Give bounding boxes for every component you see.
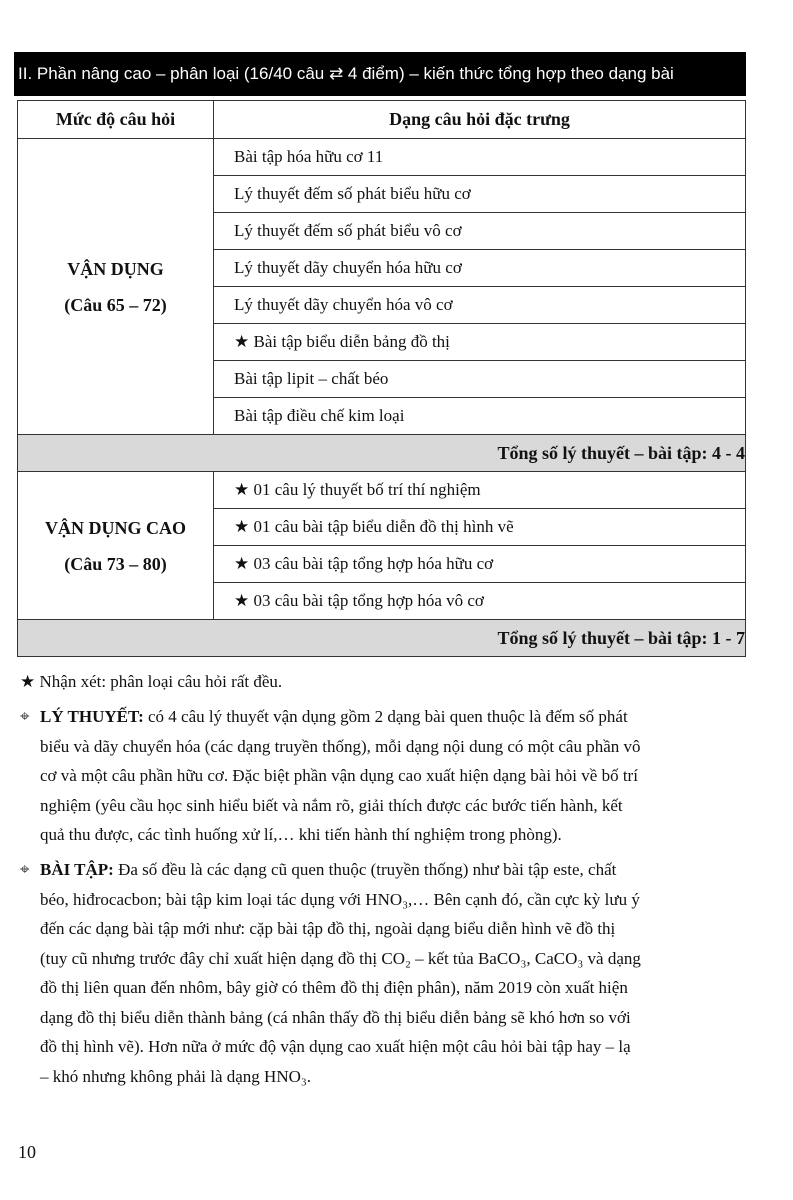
question-type: Bài tập lipit – chất béo bbox=[214, 361, 746, 398]
total-row bbox=[18, 435, 746, 472]
question-type: ★ 03 câu bài tập tổng hợp hóa vô cơ bbox=[214, 583, 746, 620]
level-name: VẬN DỤNG bbox=[67, 258, 164, 279]
text-line: Đa số đều là các dạng cũ quen thuộc (truyền thống) như bài tập este, chất bbox=[113, 860, 617, 879]
column-header-level: Mức độ câu hỏi bbox=[18, 101, 214, 139]
question-type: Lý thuyết đếm số phát biểu hữu cơ bbox=[214, 176, 746, 213]
question-type: Lý thuyết dãy chuyển hóa hữu cơ bbox=[214, 250, 746, 287]
level-cell-van-dung-cao bbox=[18, 472, 214, 620]
total-row bbox=[18, 620, 746, 657]
exercise-paragraph bbox=[20, 855, 750, 1091]
question-classification-table bbox=[17, 100, 746, 657]
level-range: (Câu 73 – 80) bbox=[64, 553, 167, 574]
question-type: ★ Bài tập biểu diễn bảng đồ thị bbox=[214, 324, 746, 361]
question-type: Lý thuyết dãy chuyển hóa vô cơ bbox=[214, 287, 746, 324]
text-line: cơ và một câu phần hữu cơ. Đặc biệt phần vận dụng cao xuất hiện dạng bài hỏi về bố trí bbox=[40, 766, 638, 785]
text-line: béo, hiđrocacbon; bài tập kim loại tác dụng với HNO₃,… Bên cạnh đó, cần cực kỳ lưu ý bbox=[40, 889, 640, 909]
column-header-type: Dạng câu hỏi đặc trưng bbox=[214, 101, 746, 139]
total-label: Tổng số lý thuyết – bài tập: 1 - 7 bbox=[18, 620, 746, 657]
text-line: biểu và dãy chuyển hóa (các dạng truyền thống), mỗi dạng nội dung có một câu phần vô bbox=[40, 736, 641, 756]
question-type: Lý thuyết đếm số phát biểu vô cơ bbox=[214, 213, 746, 250]
section-header: II. Phần nâng cao – phân loại (16/40 câu ⇄ 4 điểm) – kiến thức tổng hợp theo dạng bài bbox=[14, 52, 746, 96]
bullet-icon: ⌖ bbox=[20, 707, 30, 726]
text-line: đồ thị hình vẽ). Hơn nữa ở mức độ vận dụng cao xuất hiện một câu hỏi bài tập hay – lạ bbox=[40, 1037, 631, 1056]
level-name: VẬN DỤNG CAO bbox=[45, 517, 186, 538]
question-type: ★ 03 câu bài tập tổng hợp hóa hữu cơ bbox=[214, 546, 746, 583]
table-row bbox=[18, 472, 746, 509]
text-line: dạng đồ thị biểu diễn thành bảng (cá nhân thấy đồ thị biểu diễn bảng sẽ khó hơn so với bbox=[40, 1007, 631, 1027]
level-range: (Câu 65 – 72) bbox=[64, 294, 167, 315]
text-line: có 4 câu lý thuyết vận dụng gồm 2 dạng bài quen thuộc là đếm số phát bbox=[143, 707, 628, 726]
table-row bbox=[18, 139, 746, 176]
question-type: ★ 01 câu bài tập biểu diễn đồ thị hình vẽ bbox=[214, 509, 746, 546]
theory-paragraph bbox=[20, 702, 750, 850]
text-line: nghiệm (yêu cầu học sinh hiểu biết và nắm rõ, giải thích được các bước tiến hành, kết bbox=[40, 795, 623, 815]
question-type: Bài tập hóa hữu cơ 11 bbox=[214, 139, 746, 176]
theory-label: LÝ THUYẾT: bbox=[40, 707, 144, 726]
comment-note: ★ Nhận xét: phân loại câu hỏi rất đều. bbox=[20, 672, 283, 691]
text-line: – khó nhưng không phải là dạng HNO₃. bbox=[40, 1066, 312, 1086]
text-line: (tuy cũ nhưng trước đây chỉ xuất hiện dạng đồ thị CO₂ – kết tủa BaCO₃, CaCO₃ và dạng bbox=[40, 948, 641, 968]
exercise-label: BÀI TẬP: bbox=[40, 860, 114, 879]
level-cell-van-dung bbox=[18, 139, 214, 435]
text-line: đồ thị liên quan đến nhôm, bây giờ có thêm đồ thị điện phân), năm 2019 còn xuất hiện bbox=[40, 978, 628, 997]
bullet-icon: ⌖ bbox=[20, 860, 30, 879]
question-type: ★ 01 câu lý thuyết bố trí thí nghiệm bbox=[214, 472, 746, 509]
question-type: Bài tập điều chế kim loại bbox=[214, 398, 746, 435]
page-number: 10 bbox=[18, 1142, 36, 1162]
text-line: quả thu được, các tình huống xử lí,… khi tiến hành thí nghiệm trong phòng). bbox=[40, 825, 562, 844]
text-line: đến các dạng bài tập mới như: cặp bài tập đồ thị, ngoài dạng biểu diễn hình vẽ đồ thị bbox=[40, 919, 616, 938]
total-label: Tổng số lý thuyết – bài tập: 4 - 4 bbox=[18, 435, 746, 472]
table-header-row bbox=[18, 101, 746, 139]
